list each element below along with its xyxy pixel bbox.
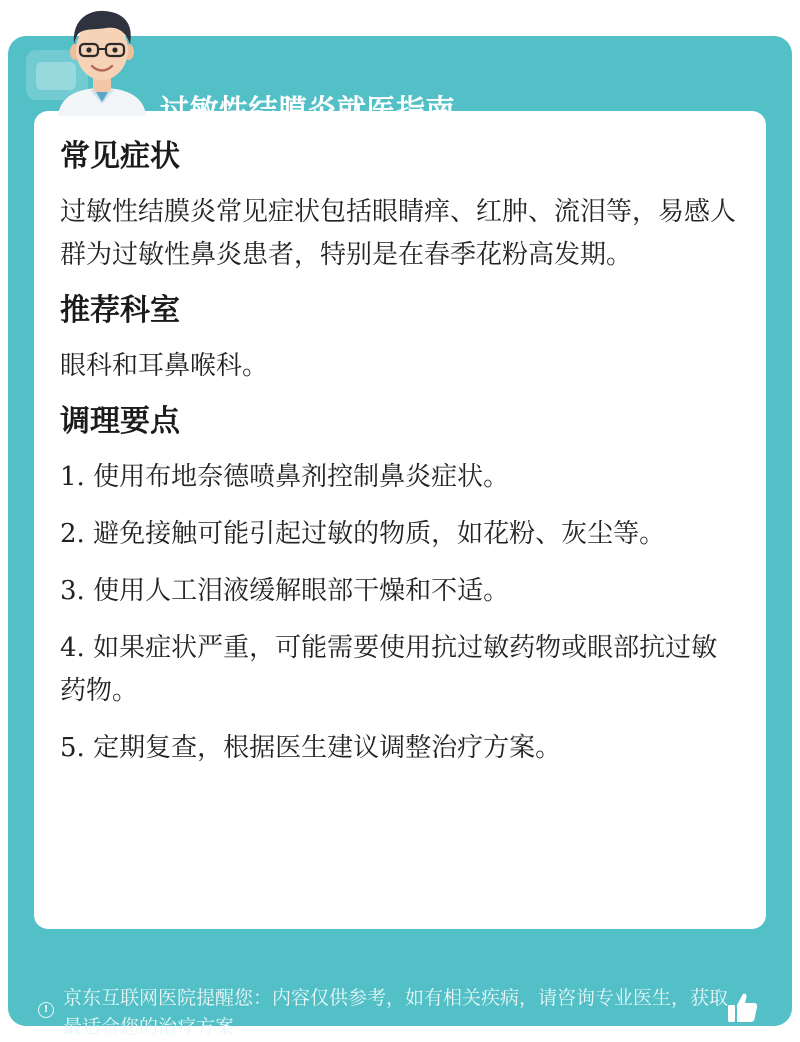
list-item-text: 使用人工泪液缓解眼部干燥和不适。 (93, 576, 510, 606)
section-title-care: 调理要点 (60, 404, 180, 439)
list-item-number: 3. (60, 576, 85, 606)
list-item (60, 570, 740, 613)
thumbs-up-icon[interactable] (724, 990, 760, 1026)
list-item-number: 4. (60, 633, 85, 663)
footer (8, 976, 792, 1038)
list-item-text: 使用布地奈德喷鼻剂控制鼻炎症状。 (93, 462, 510, 492)
list-item (60, 513, 740, 556)
care-list (60, 456, 740, 770)
info-icon: ! (38, 1002, 54, 1018)
footer-notice: 京东互联网医院提醒您：内容仅供参考，如有相关疾病，请咨询专业医生，获取最适合您的治疗方案 (63, 987, 729, 1038)
section-body-department: 眼科和耳鼻喉科。 (60, 351, 269, 381)
list-item (60, 727, 740, 770)
list-item (60, 456, 740, 499)
list-item-text: 定期复查，根据医生建议调整治疗方案。 (93, 733, 562, 763)
list-item-text: 如果症状严重，可能需要使用抗过敏药物或眼部抗过敏药物。 (60, 633, 718, 706)
care-section (60, 400, 740, 770)
list-item (60, 627, 740, 713)
list-item-number: 5. (60, 733, 85, 763)
department-section (60, 289, 740, 388)
list-item-number: 2. (60, 519, 85, 549)
symptoms-section (60, 135, 740, 277)
section-title-department: 推荐科室 (60, 293, 180, 328)
guide-card (34, 111, 766, 929)
page-title: 过敏性结膜炎就医指南 (160, 93, 456, 127)
section-title-symptoms: 常见症状 (60, 139, 180, 174)
list-item-text: 避免接触可能引起过敏的物质，如花粉、灰尘等。 (93, 519, 666, 549)
list-item-number: 1. (60, 462, 85, 492)
doctor-avatar-icon (44, 4, 160, 116)
section-body-symptoms: 过敏性结膜炎常见症状包括眼睛痒、红肿、流泪等，易感人群为过敏性鼻炎患者，特别是在春季花粉高发期。 (60, 197, 737, 270)
